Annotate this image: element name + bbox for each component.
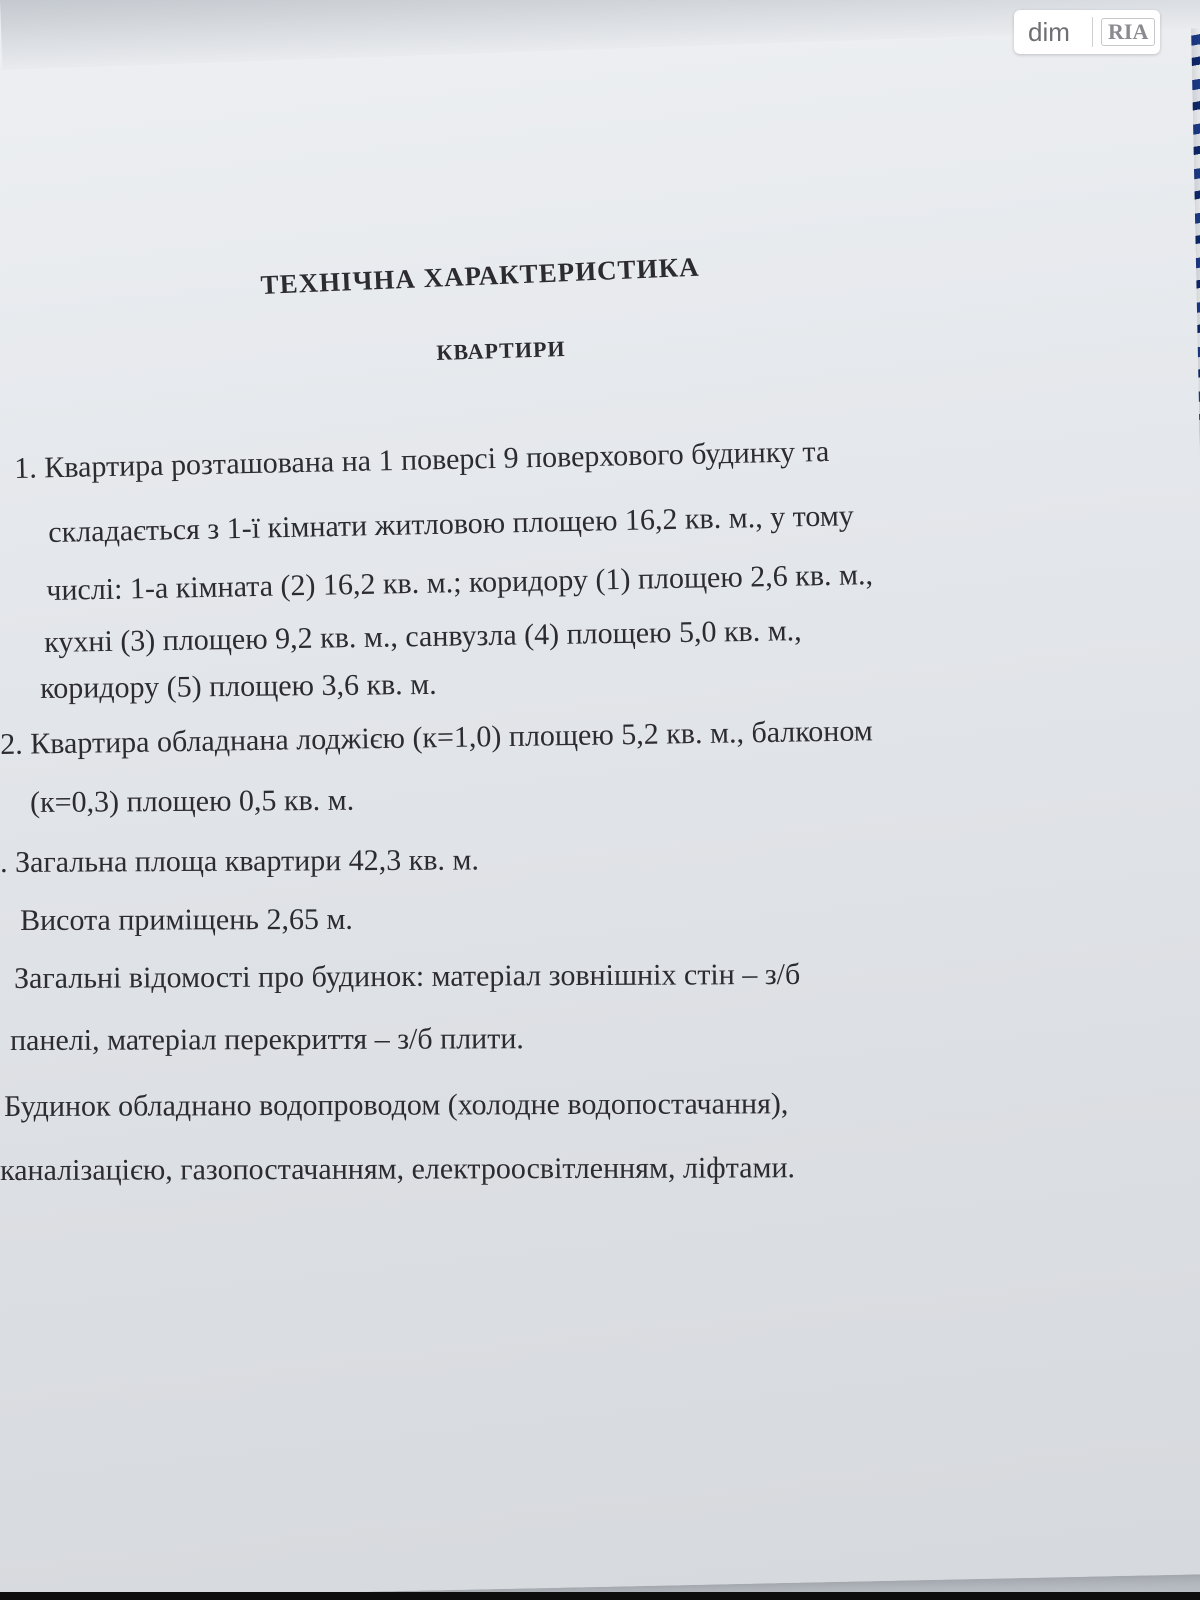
line-text: складається з 1-ї кімнати житловою площею 16,2 кв. м., у тому <box>48 499 855 549</box>
document-line <box>44 610 1038 660</box>
line-text: каналізацією, газопостачанням, електроосвітленням, ліфтами. <box>0 1151 796 1187</box>
line-text: кухні (3) площею 9,2 кв. м., санвузла (4) площею 5,0 кв. м., <box>44 614 802 659</box>
document-line <box>0 712 1044 762</box>
dimria-watermark <box>1014 10 1160 54</box>
document-line <box>40 668 437 706</box>
document-line <box>14 431 1030 486</box>
line-text: коридору (5) площею 3,6 кв. м. <box>40 667 437 705</box>
document-line <box>46 555 1036 608</box>
document-subtitle: КВАРТИРИ <box>436 335 566 365</box>
watermark-brand: dim <box>1028 16 1070 47</box>
document-line <box>48 495 1030 550</box>
document-line <box>4 1086 1078 1124</box>
document-line <box>14 957 1064 996</box>
line-text: . Загальна площа квартири 42,3 кв. м. <box>0 843 480 879</box>
bottom-border <box>0 1592 1200 1600</box>
line-text: Загальні відомості про будинок: матеріал зовнішніх стін – з/б <box>14 957 801 995</box>
document-line <box>10 1022 524 1058</box>
line-text: (к=0,3) площею 0,5 кв. м. <box>30 783 355 819</box>
document-line <box>20 903 353 938</box>
watermark-ria-logo: RIA <box>1101 18 1155 46</box>
watermark-divider <box>1092 17 1093 47</box>
document-line <box>0 1151 795 1188</box>
document-line <box>0 843 479 880</box>
document-line <box>30 784 354 820</box>
line-text: числі: 1-а кімната (2) 16,2 кв. м.; коридору (1) площею 2,6 кв. м., <box>46 558 874 607</box>
line-text: панелі, матеріал перекриття – з/б плити. <box>10 1022 524 1057</box>
line-text: 2. Квартира обладнана лоджією (к=1,0) площею 5,2 кв. м., балконом <box>0 714 874 761</box>
line-text: 1. Квартира розташована на 1 поверсі 9 поверхового будинку та <box>14 434 830 485</box>
line-text: Висота приміщень 2,65 м. <box>20 902 353 937</box>
line-text: Будинок обладнано водопроводом (холодне водопостачання), <box>4 1087 789 1123</box>
document-title: ТЕХНІЧНА ХАРАКТЕРИСТИКА <box>260 251 701 300</box>
